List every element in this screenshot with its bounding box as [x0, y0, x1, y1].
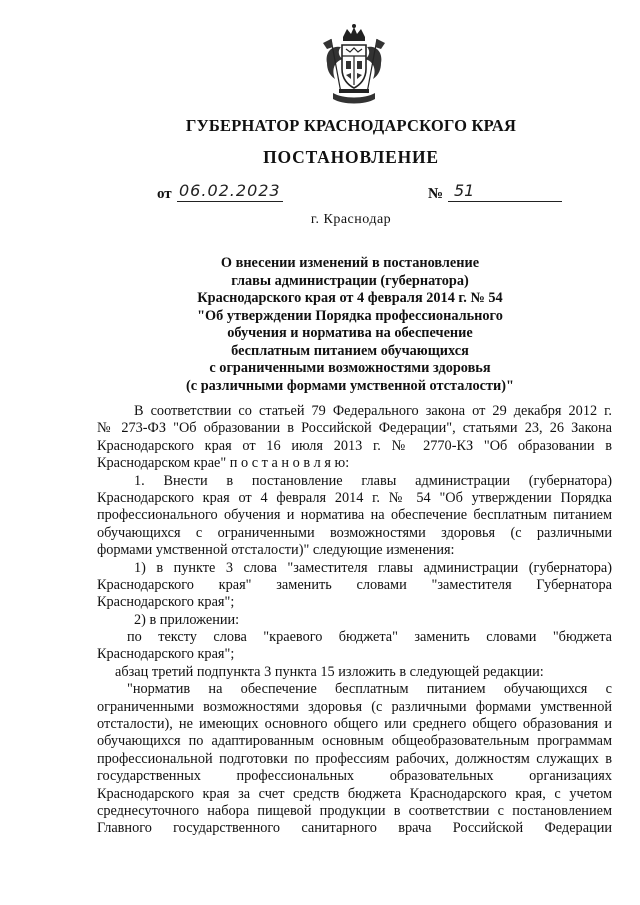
- date-value-handwritten: 06.02.2023: [177, 181, 283, 202]
- body-text-line: Краснодарского края";: [97, 594, 235, 611]
- body-text-line: 2) в приложении:: [134, 611, 240, 628]
- title-line: "Об утверждении Порядка профессионального: [197, 307, 503, 324]
- title-line: Краснодарского края от 4 февраля 2014 г. № 54: [197, 290, 503, 306]
- body-text-line: 1. Внести в постановление главы администрации (губернатора): [134, 472, 612, 489]
- city-line: г. Краснодар: [310, 212, 392, 227]
- body-text-line: Краснодарского края за счет средств бюджета Краснодарского края, с учетом: [97, 785, 612, 802]
- body-text-line: отсталости), не имеющих основного общего или среднего общего образования и: [97, 716, 612, 733]
- title-line: (с различными формами умственной отсталости)": [186, 377, 514, 394]
- body-text-line: формами умственной отсталости)" следующие изменения:: [97, 542, 455, 559]
- body-text-line: Краснодарского края от 16 июля 2013 г. № 2770-КЗ "Об образовании в: [97, 437, 612, 454]
- title-line: обучения и норматива на обеспечение: [227, 325, 473, 341]
- document-type-heading: ПОСТАНОВЛЕНИЕ: [263, 147, 439, 167]
- issuing-authority: ГУБЕРНАТОР КРАСНОДАРСКОГО КРАЯ: [185, 116, 517, 135]
- title-line: бесплатным питанием обучающихся: [231, 342, 469, 359]
- body-text-line: № 273-ФЗ "Об образовании в Российской Федерации", статьями 23, 26 Закона: [97, 420, 612, 437]
- date-label: от: [157, 186, 172, 202]
- title-line: О внесении изменений в постановление: [220, 255, 480, 271]
- body-text-line: абзац третий подпункта 3 пункта 15 изложить в следующей редакции:: [115, 663, 544, 680]
- body-text-line: В соответствии со статьей 79 Федерального закона от 29 декабря 2012 г.: [134, 403, 612, 419]
- body-text-line: Главного государственного санитарного врача Российской Федерации: [97, 820, 612, 837]
- body-text-line: среднесуточного набора пищевой продукции в соответствии с постановлением: [97, 802, 612, 819]
- body-text-line: государственных профессиональных образовательных организациях: [97, 768, 612, 785]
- title-line: главы администрации (губернатора): [231, 272, 469, 289]
- body-text-line: Краснодарского края от 4 февраля 2014 г. № 54 "Об утверждении Порядка: [97, 489, 612, 506]
- body-text-line: обучающихся с ограниченными возможностями здоровья (с различными: [97, 524, 612, 541]
- body-text-line: ограниченными возможностями здоровья (с различными формами умственной: [97, 698, 612, 715]
- document-title: [160, 255, 540, 395]
- body-text-line: Краснодарского края" заменить словами "заместителя Губернатора: [97, 576, 612, 593]
- document-body: [97, 403, 612, 838]
- body-text-line: 1) в пункте 3 слова "заместителя главы администрации (губернатора): [134, 559, 612, 576]
- body-text-line: профессиональной подготовки по профессиям рабочих, должностям служащих в: [97, 750, 612, 767]
- body-text-line: профессионального обучения и норматива на обеспечение бесплатным питанием: [97, 507, 612, 524]
- body-text-line: по тексту слова "краевого бюджета" заменить словами "бюджета: [127, 629, 612, 646]
- title-line: с ограниченными возможностями здоровья: [209, 360, 491, 376]
- body-text-line: Краснодарского края";: [97, 646, 235, 663]
- body-text-line: Краснодарском крае" п о с т а н о в л я ю:: [97, 455, 350, 472]
- body-text-line: обучающихся по адаптированным основным общеобразовательным программам: [97, 733, 612, 750]
- body-text-line: "норматив на обеспечение бесплатным питанием обучающихся с: [127, 681, 612, 698]
- number-label: №: [428, 186, 444, 202]
- number-value-handwritten: 51: [448, 181, 562, 202]
- coat-of-arms-icon: [321, 23, 387, 107]
